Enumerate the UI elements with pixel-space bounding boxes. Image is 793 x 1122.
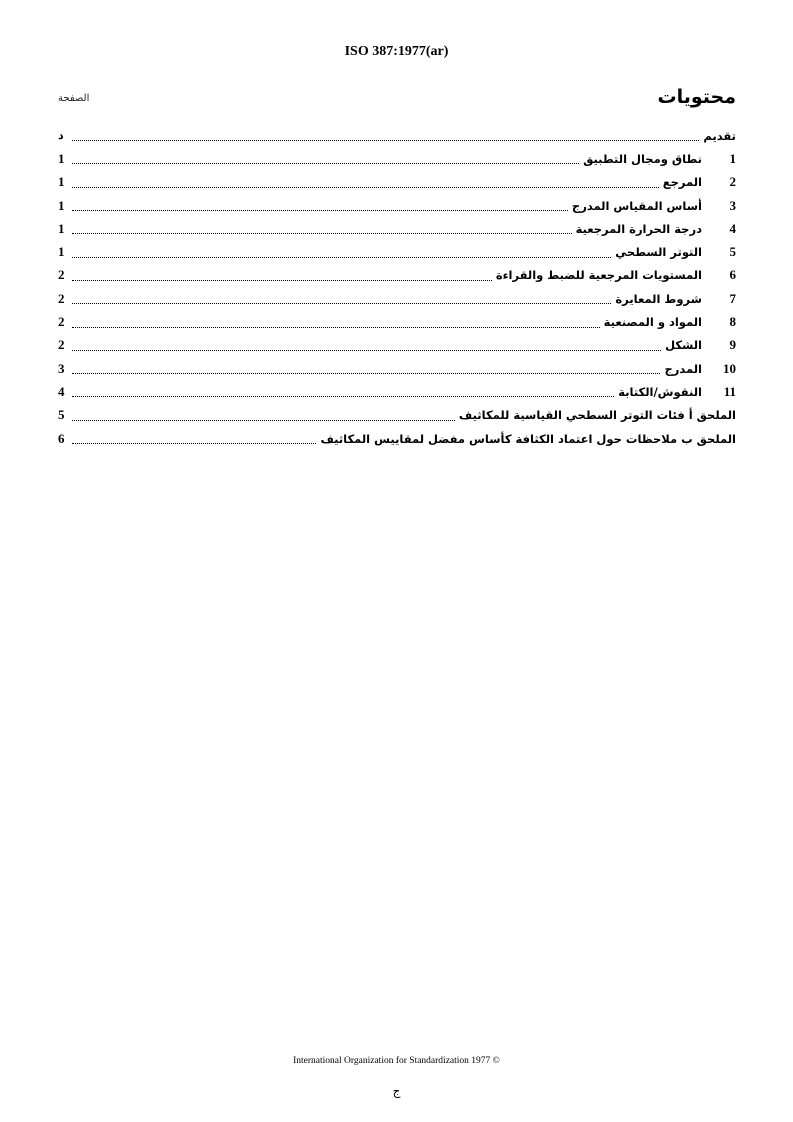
dot-leader bbox=[72, 140, 699, 141]
toc-entry-page: 2 bbox=[58, 290, 65, 306]
toc-entry-label: تقديم bbox=[703, 128, 736, 143]
toc-entry-label: شروط المعايرة bbox=[615, 291, 702, 306]
toc-title-row bbox=[58, 86, 736, 114]
toc-entry-page: 1 bbox=[58, 220, 65, 236]
toc-entry-number: 3 bbox=[729, 197, 736, 213]
toc-entry-label: الملحق أ فئات التوتر السطحي القياسية للمكاثيف bbox=[458, 408, 736, 423]
toc-entry[interactable] bbox=[58, 124, 736, 147]
toc-entry-page: 4 bbox=[58, 383, 65, 399]
table-of-contents bbox=[58, 124, 736, 450]
toc-entry[interactable] bbox=[58, 240, 736, 263]
page-number: ج bbox=[392, 1084, 401, 1098]
toc-entry-page: 1 bbox=[58, 197, 65, 213]
dot-leader bbox=[72, 163, 579, 164]
dot-leader bbox=[72, 327, 600, 328]
dot-leader bbox=[72, 350, 661, 351]
toc-entry-page: د bbox=[58, 129, 64, 143]
toc-entry-number: 2 bbox=[729, 174, 736, 190]
toc-entry-label: المستويات المرجعية للضبط والقراءة bbox=[495, 268, 702, 283]
toc-entry-page: 2 bbox=[58, 337, 65, 353]
toc-entry-label: أساس المقياس المدرج bbox=[571, 198, 702, 213]
toc-entry-number: 6 bbox=[729, 267, 736, 283]
toc-entry-label: المدرج bbox=[664, 361, 702, 376]
toc-entry-page: 5 bbox=[58, 407, 65, 423]
toc-title: محتويات bbox=[657, 86, 736, 108]
toc-entry[interactable] bbox=[58, 147, 736, 170]
toc-entry[interactable] bbox=[58, 404, 736, 427]
dot-leader bbox=[72, 280, 492, 281]
toc-entry-label: المرجع bbox=[662, 175, 702, 190]
toc-entry-label: التوتر السطحي bbox=[615, 245, 702, 260]
dot-leader bbox=[72, 303, 611, 304]
toc-entry-number: 5 bbox=[729, 244, 736, 260]
page-column-label: الصفحة bbox=[58, 93, 90, 104]
toc-entry[interactable] bbox=[58, 357, 736, 380]
toc-entry-number: 1 bbox=[729, 150, 736, 166]
copyright-footer: International Organization for Standardization 1977 © bbox=[293, 1056, 500, 1066]
toc-entry-page: 2 bbox=[58, 314, 65, 330]
toc-entry-label: النقوش/الكتابة bbox=[618, 384, 702, 399]
toc-entry[interactable] bbox=[58, 380, 736, 403]
toc-entry-page: 1 bbox=[58, 244, 65, 260]
toc-entry-page: 2 bbox=[58, 267, 65, 283]
toc-entry-number: 4 bbox=[729, 220, 736, 236]
toc-entry[interactable] bbox=[58, 310, 736, 333]
toc-entry-number: 10 bbox=[723, 360, 736, 376]
toc-entry[interactable] bbox=[58, 194, 736, 217]
toc-entry[interactable] bbox=[58, 427, 736, 450]
dot-leader bbox=[72, 420, 455, 421]
toc-entry-page: 6 bbox=[58, 430, 65, 446]
toc-entry-label: المواد و المصنعية bbox=[603, 315, 702, 330]
dot-leader bbox=[72, 443, 316, 444]
dot-leader bbox=[72, 210, 568, 211]
toc-entry-page: 1 bbox=[58, 150, 65, 166]
toc-entry-number: 11 bbox=[723, 383, 736, 399]
toc-entry[interactable] bbox=[58, 287, 736, 310]
dot-leader bbox=[72, 373, 660, 374]
dot-leader bbox=[72, 233, 572, 234]
toc-entry-label: درجة الحرارة المرجعية bbox=[575, 221, 702, 236]
toc-entry[interactable] bbox=[58, 264, 736, 287]
dot-leader bbox=[72, 187, 659, 188]
toc-entry-label: الشكل bbox=[665, 338, 702, 353]
document-id-header: ISO 387:1977(ar) bbox=[344, 44, 449, 59]
toc-entry-page: 3 bbox=[58, 360, 65, 376]
toc-entry-number: 9 bbox=[729, 337, 736, 353]
toc-entry[interactable] bbox=[58, 171, 736, 194]
toc-entry-number: 8 bbox=[729, 314, 736, 330]
toc-entry[interactable] bbox=[58, 334, 736, 357]
toc-entry[interactable] bbox=[58, 217, 736, 240]
toc-entry-number: 7 bbox=[729, 290, 736, 306]
dot-leader bbox=[72, 257, 611, 258]
toc-entry-label: الملحق ب ملاحظات حول اعتماد الكثافة كأساس مفضل لمقاييس المكاثيف bbox=[320, 431, 736, 446]
dot-leader bbox=[72, 396, 614, 397]
toc-entry-label: نطاق ومجال التطبيق bbox=[583, 151, 702, 166]
toc-entry-page: 1 bbox=[58, 174, 65, 190]
